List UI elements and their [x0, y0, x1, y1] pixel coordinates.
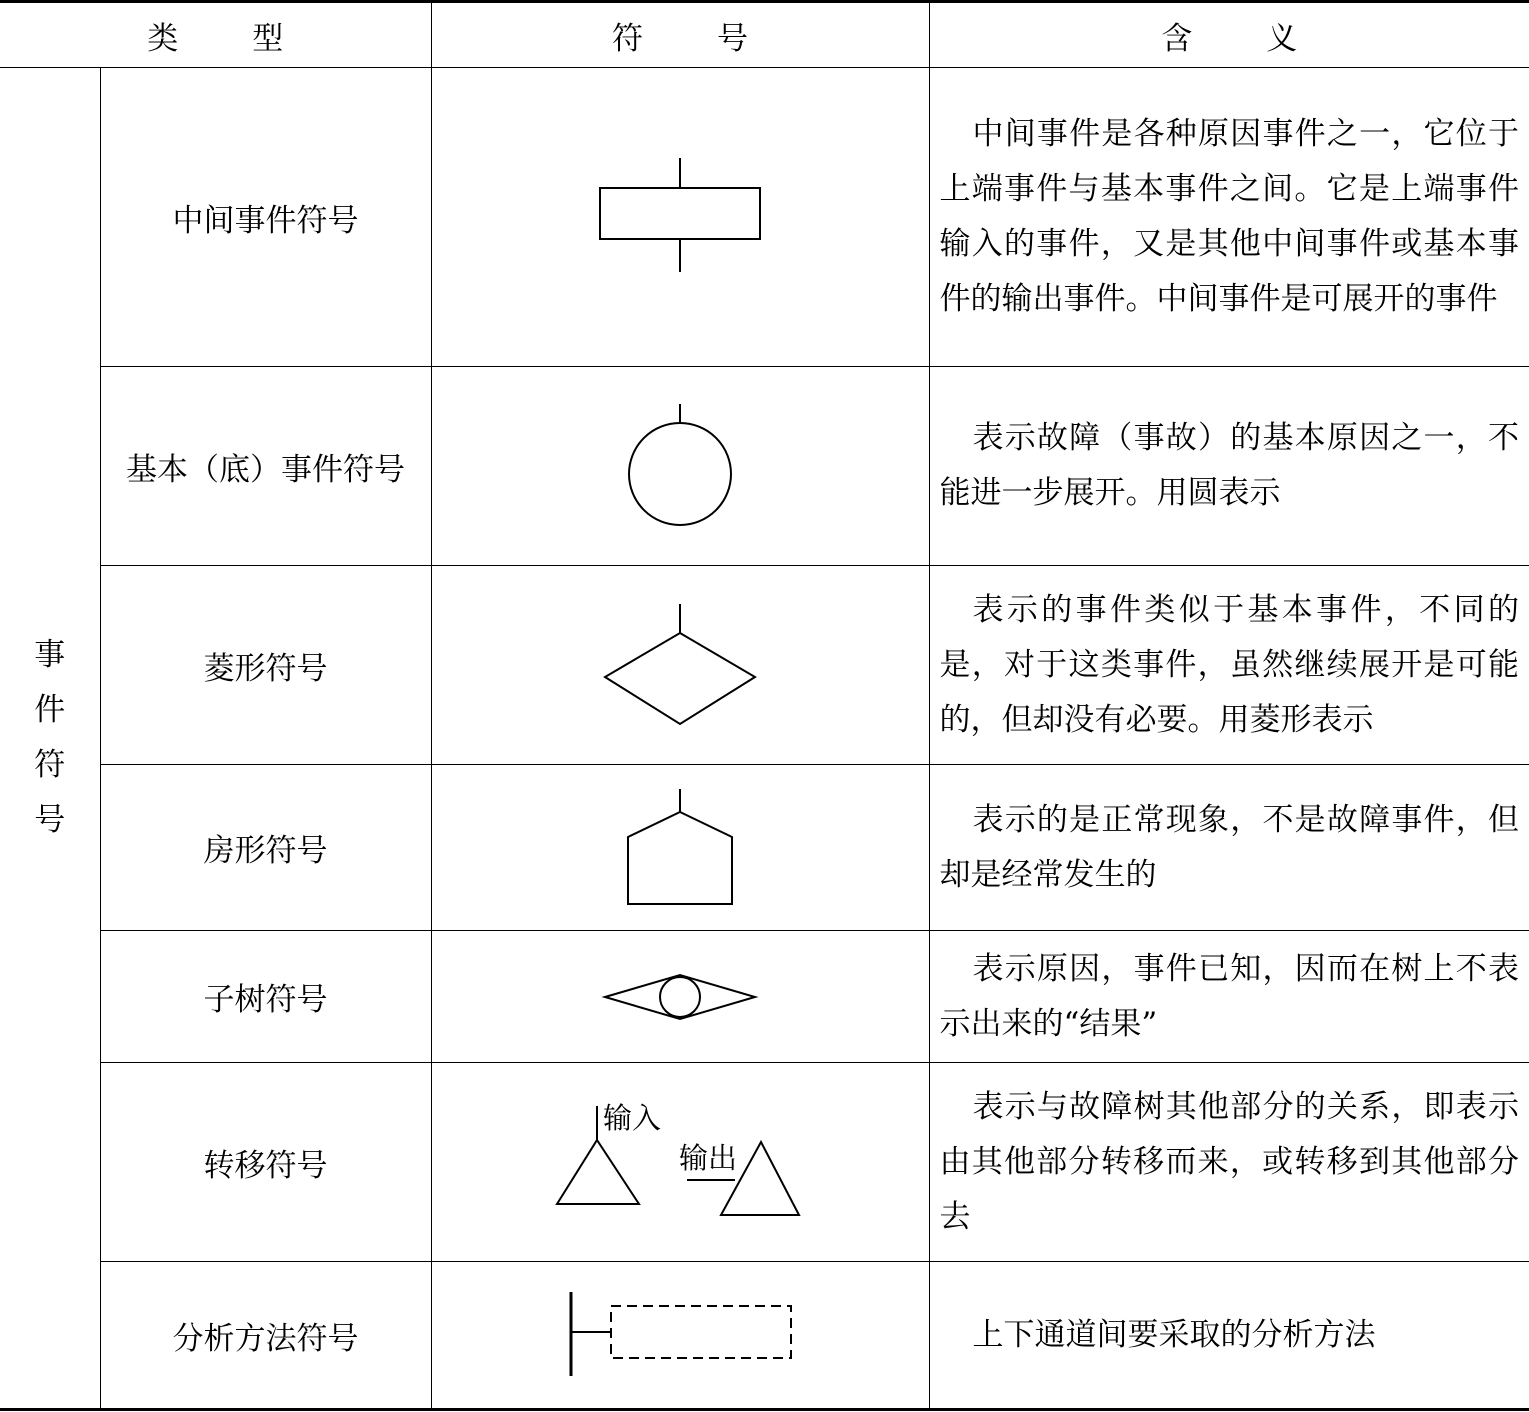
meaning-cell [929, 931, 1529, 1063]
symbol-cell [431, 1063, 929, 1262]
symbol-cell [431, 1262, 929, 1410]
category-char: 符 [34, 747, 66, 783]
table-row [0, 68, 1529, 367]
header-type-char-2: 型 [252, 20, 284, 57]
symbol-cell [431, 68, 929, 367]
eye-subtree-icon [600, 969, 760, 1025]
rectangle-with-vertical-lines-icon [595, 152, 765, 282]
type-cell: 转移符号 [100, 1063, 431, 1262]
category-char: 号 [34, 802, 66, 838]
table-row [0, 566, 1529, 765]
meaning-cell [929, 68, 1529, 367]
meaning-cell [929, 1262, 1529, 1410]
dashed-rectangle-bracket-icon [565, 1290, 795, 1380]
table-row [0, 367, 1529, 566]
meaning-text: 表示的是正常现象，不是故障事件，但却是经常发生的 [939, 801, 1519, 893]
type-cell: 菱形符号 [100, 566, 431, 765]
symbol-cell [431, 765, 929, 931]
header-meaning-char-2: 义 [1266, 20, 1298, 57]
circle-icon [620, 401, 740, 531]
diamond-icon [600, 600, 760, 730]
symbol-cell [431, 566, 929, 765]
category-char: 件 [34, 692, 66, 728]
type-cell: 子树符号 [100, 931, 431, 1063]
table-row [0, 1063, 1529, 1262]
symbol-cell [431, 367, 929, 566]
header-row [0, 2, 1529, 68]
meaning-text: 表示原因，事件已知，因而在树上不表示出来的“结果” [939, 950, 1519, 1042]
table-row [0, 931, 1529, 1063]
table-row [0, 1262, 1529, 1410]
type-cell: 房形符号 [100, 765, 431, 931]
meaning-cell [929, 566, 1529, 765]
meaning-cell [929, 1063, 1529, 1262]
category-char: 事 [34, 637, 66, 673]
meaning-cell [929, 765, 1529, 931]
symbol-cell [431, 931, 929, 1063]
meaning-cell [929, 367, 1529, 566]
type-cell: 基本（底）事件符号 [100, 367, 431, 566]
transfer-output-label: 输出 [679, 1140, 738, 1175]
type-cell: 分析方法符号 [100, 1262, 431, 1410]
meaning-text: 上下通道间要采取的分析方法 [972, 1316, 1376, 1353]
header-meaning-char-1: 含 [1161, 20, 1193, 57]
house-icon [620, 787, 740, 909]
header-type-char-1: 类 [147, 20, 179, 57]
transfer-input-label: 输入 [603, 1100, 662, 1135]
category-cell [0, 68, 100, 1410]
meaning-text: 中间事件是各种原因事件之一，它位于上端事件与基本事件之间。它是上端事件输入的事件，又是其他中间事件或基本事件的输出事件。中间事件是可展开的事件 [939, 116, 1519, 317]
meaning-text: 表示的事件类似于基本事件，不同的是，对于这类事件，虽然继续展开是可能的，但却没有必要。用菱形表示 [939, 591, 1519, 738]
table-row [0, 765, 1529, 931]
header-meaning [929, 2, 1529, 68]
header-symbol [431, 2, 929, 68]
meaning-text: 表示与故障树其他部分的关系，即表示由其他部分转移而来，或转移到其他部分去 [939, 1088, 1519, 1235]
header-symbol-char-1: 符 [612, 20, 643, 57]
transfer-triangles-icon [555, 1100, 805, 1225]
type-cell: 中间事件符号 [100, 68, 431, 367]
header-type [0, 2, 431, 68]
header-symbol-char-2: 号 [717, 20, 748, 57]
meaning-text: 表示故障（事故）的基本原因之一，不能进一步展开。用圆表示 [939, 420, 1519, 511]
